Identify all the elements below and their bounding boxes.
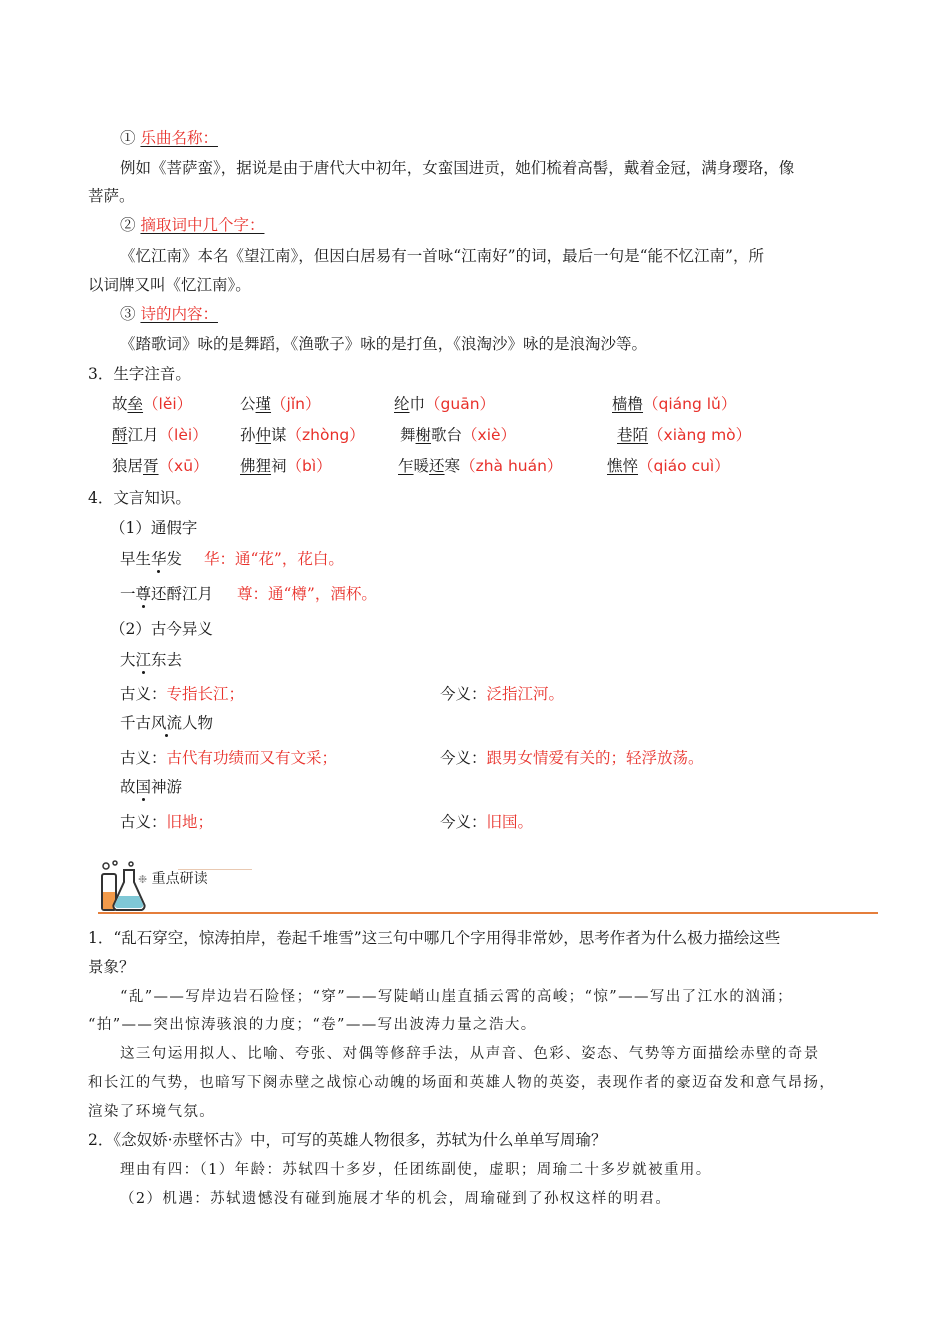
- pinyin-item: 憔悴（qiáo cuì）: [607, 457, 730, 475]
- pinyin-item: 巷陌（xiàng mò）: [617, 426, 752, 444]
- section-4-title: 4．文言知识。: [88, 489, 191, 507]
- item-2-text-line1: 《忆江南》本名《望江南》，但因白居易有一首咏“江南好”的词，最后一句是“能不忆江南”，所: [120, 247, 764, 265]
- item-1-number: ①: [120, 129, 136, 147]
- sparkle-icon: ❉: [138, 873, 148, 886]
- subsection-title: （2）古今异义: [110, 620, 213, 638]
- answer-2-line2: （2）机遇：苏轼遗憾没有碰到施展才华的机会，周瑜碰到了孙权这样的明君。: [120, 1191, 672, 1207]
- gujin-new: 今义：跟男女情爱有关的；轻浮放荡。: [440, 749, 704, 767]
- answer-1-line4: 和长江的气势，也暗写下阕赤壁之战惊心动魄的场面和英雄人物的英姿，表现作者的豪迈奋发和意气昂扬，: [88, 1075, 836, 1091]
- item-1-text-line2: 菩萨。: [88, 187, 135, 205]
- gujin-example: 大江东去: [120, 651, 183, 669]
- tongjia-example: 早生华发: [120, 550, 183, 568]
- pinyin-item: 故垒（lěi）: [112, 395, 193, 413]
- pinyin-item: 公瑾（jǐn）: [240, 395, 321, 413]
- item-1-label: 乐曲名称：: [140, 129, 218, 147]
- gujin-new: 今义：旧国。: [440, 813, 534, 831]
- pinyin-item: 舞榭歌台（xiè）: [400, 426, 517, 444]
- reading-title: ❉ 重点研读: [138, 871, 208, 887]
- tongjia-answer: 华：通“花”，花白。: [204, 550, 344, 568]
- title-underline: [178, 869, 252, 870]
- pinyin-item: 乍暖还寒（zhà huán）: [398, 457, 563, 475]
- gujin-new: 今义：泛指江河。: [440, 685, 565, 703]
- item-3-heading: [120, 302, 218, 324]
- answer-1-line5: 渲染了环境气氛。: [88, 1104, 216, 1120]
- pinyin-item: 纶巾（guān）: [394, 395, 496, 413]
- pinyin-item: 孙仲谋（zhòng）: [240, 426, 365, 444]
- pinyin-item: 狼居胥（xū）: [112, 457, 209, 475]
- subsection-title: （1）通假字: [110, 519, 198, 537]
- pinyin-item: 佛狸祠（bì）: [240, 457, 332, 475]
- question-1-line1: 1．“乱石穿空，惊涛拍岸，卷起千堆雪”这三句中哪几个字用得非常妙，思考作者为什么极力描绘这些: [88, 929, 781, 947]
- item-2-number: ②: [120, 216, 136, 234]
- gujin-old: 古义：专指长江；: [120, 685, 245, 703]
- answer-1-line1: “乱”——写岸边岩石险怪；“穿”——写陡峭山崖直插云霄的高峻；“惊”——写出了江水的汹涌；: [120, 989, 793, 1005]
- question-1-line2: 景象？: [88, 958, 135, 976]
- gujin-old: 古义：古代有功绩而又有文采；: [120, 749, 338, 767]
- gujin-old: 古义：旧地；: [120, 813, 214, 831]
- section-3-title: 3．生字注音。: [88, 365, 191, 383]
- answer-1-line3: 这三句运用拟人、比喻、夸张、对偶等修辞手法，从声音、色彩、姿态、气势等方面描绘赤壁的奇景: [120, 1046, 820, 1062]
- gujin-example: 故国神游: [120, 778, 183, 796]
- section-divider: [98, 912, 878, 914]
- item-3-text: 《踏歌词》咏的是舞蹈，《渔歌子》咏的是打鱼，《浪淘沙》咏的是浪淘沙等。: [120, 335, 648, 353]
- item-2-text-line2: 以词牌又叫《忆江南》。: [88, 276, 251, 294]
- gujin-example: 千古风流人物: [120, 714, 214, 732]
- item-3-label: 诗的内容：: [140, 305, 218, 323]
- tongjia-answer: 尊：通“樽”，酒杯。: [237, 585, 377, 603]
- pinyin-item: 樯橹（qiáng lǔ）: [612, 395, 737, 413]
- item-2-heading: [120, 213, 264, 235]
- question-2: 2．《念奴娇·赤壁怀古》中，可写的英雄人物很多，苏轼为什么单单写周瑜？: [88, 1131, 607, 1149]
- item-2-label: 摘取词中几个字：: [140, 216, 265, 234]
- pinyin-item: 酹江月（lèi）: [112, 426, 208, 444]
- answer-1-line2: “拍”——突出惊涛骇浪的力度；“卷”——写出波涛力量之浩大。: [88, 1017, 537, 1033]
- answer-2-line1: 理由有四：（1）年龄：苏轼四十多岁，任团练副使，虚职；周瑜二十多岁就被重用。: [120, 1162, 712, 1178]
- item-1-text-line1: 例如《菩萨蛮》，据说是由于唐代大中初年，女蛮国进贡，她们梳着高髻，戴着金冠，满身璎珞，像: [120, 159, 795, 177]
- tongjia-example: 一尊还酹江月: [120, 585, 214, 603]
- item-1-heading: [120, 126, 218, 148]
- item-3-number: ③: [120, 305, 136, 323]
